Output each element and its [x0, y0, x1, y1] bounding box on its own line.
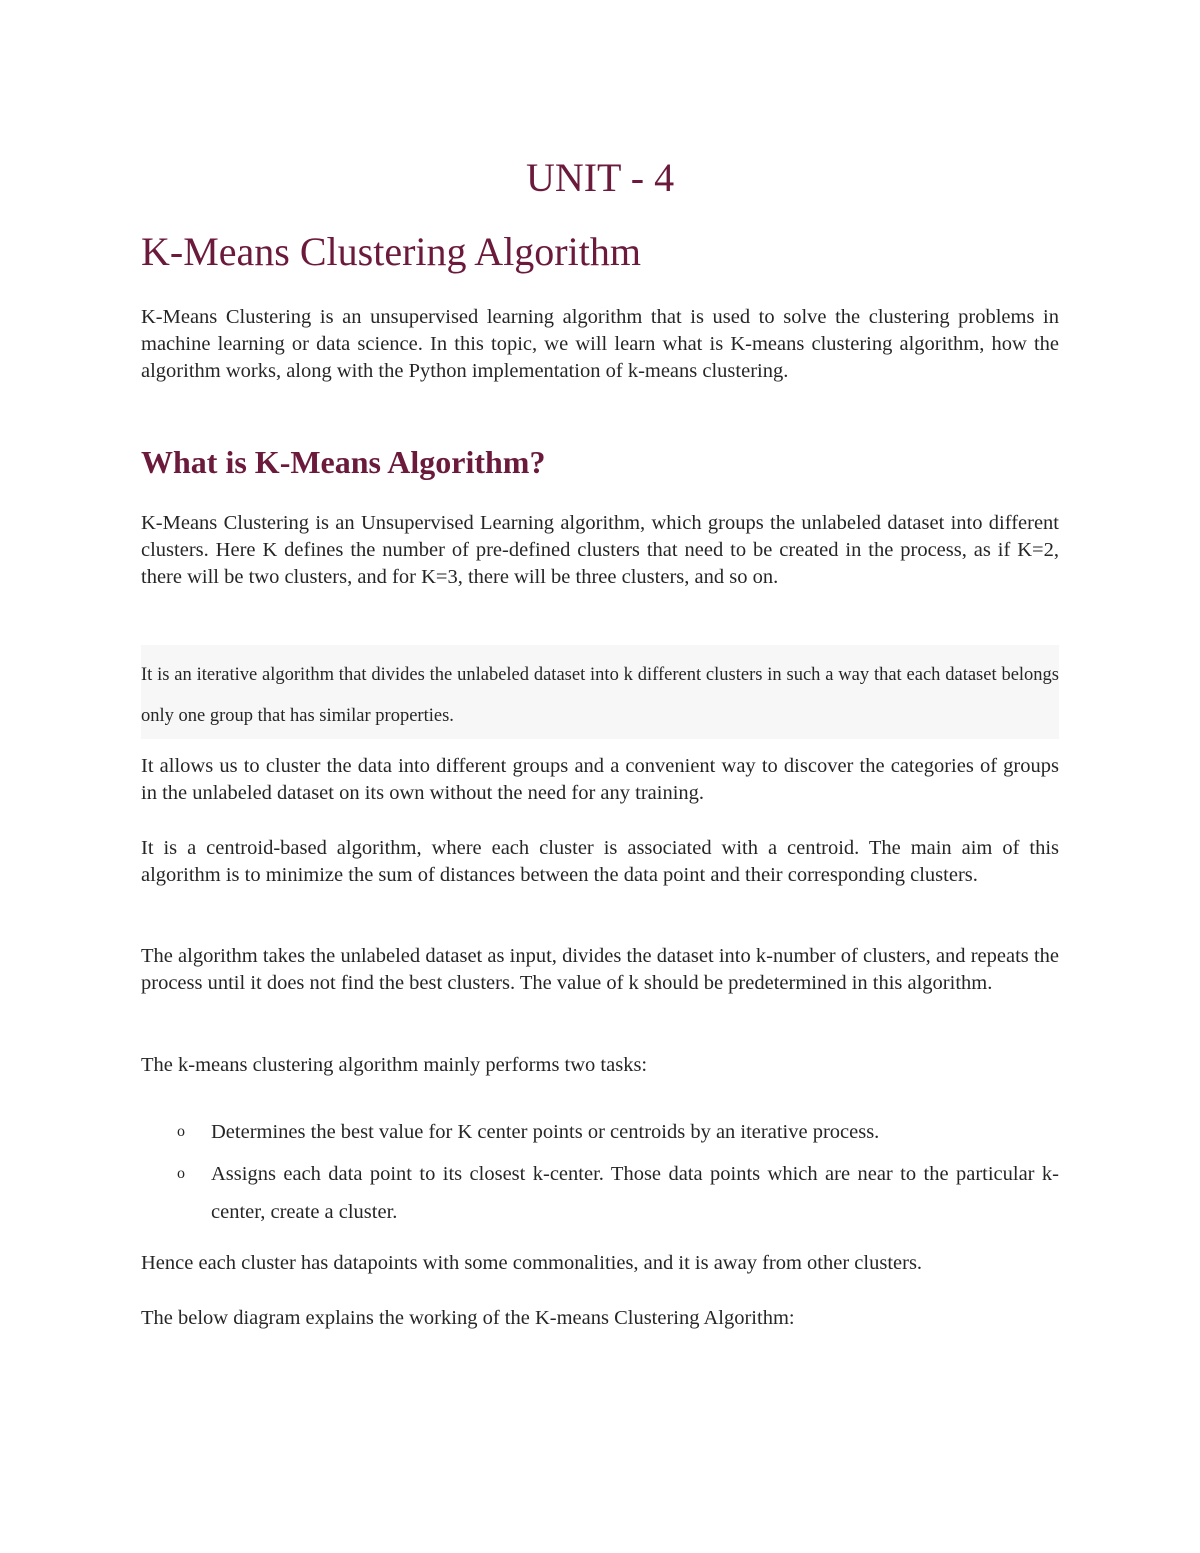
paragraph-allows: It allows us to cluster the data into different groups and a convenient way to discover the categories of groups in the unlabeled dataset on its own without the need for any training. [141, 755, 1059, 804]
list-item [141, 1155, 1059, 1231]
paragraph-tasks: The k-means clustering algorithm mainly performs two tasks: [141, 1054, 648, 1076]
bullet-marker: o [177, 1165, 185, 1182]
paragraph-centroid: It is a centroid-based algorithm, where each cluster is associated with a centroid. The main aim of this algorithm is to minimize the sum of distances between the data point and their corresponding clusters. [141, 837, 1059, 886]
intro-paragraph: K-Means Clustering is an unsupervised learning algorithm that is used to solve the clustering problems in machine learning or data science. In this topic, we will learn what is K-means clustering algorithm, how the algorithm works, along with the Python implementation of k-means clustering. [141, 306, 1059, 382]
unit-title: UNIT - 4 [525, 155, 675, 200]
paragraph-hence: Hence each cluster has datapoints with some commonalities, and it is away from other clusters. [141, 1252, 923, 1274]
bullet-marker: o [177, 1123, 185, 1140]
tasks-list [141, 1113, 1059, 1235]
paragraph-diagram: The below diagram explains the working of the K-means Clustering Algorithm: [141, 1307, 795, 1329]
highlight-text: It is an iterative algorithm that divides the unlabeled dataset into k different clusters in such a way that each dataset belongs only one group that has similar properties. [141, 665, 1059, 726]
section-heading: What is K-Means Algorithm? [141, 444, 546, 480]
list-item [141, 1113, 1059, 1151]
definition-paragraph: K-Means Clustering is an Unsupervised Learning algorithm, which groups the unlabeled dataset into different clusters. Here K defines the number of pre-defined clusters that need to be created in the process, as if K=2, there will be two clusters, and for K=3, there will be three clusters, and so on. [141, 512, 1059, 588]
paragraph-input: The algorithm takes the unlabeled dataset as input, divides the dataset into k-number of clusters, and repeats the process until it does not find the best clusters. The value of k should be predetermined in this algorithm. [141, 945, 1059, 994]
list-item-text: Assigns each data point to its closest k-center. Those data points which are near to the particular k-center, create a cluster. [211, 1163, 1059, 1223]
highlight-block [141, 645, 1059, 739]
main-heading: K-Means Clustering Algorithm [141, 229, 641, 274]
list-item-text: Determines the best value for K center points or centroids by an iterative process. [211, 1121, 880, 1143]
